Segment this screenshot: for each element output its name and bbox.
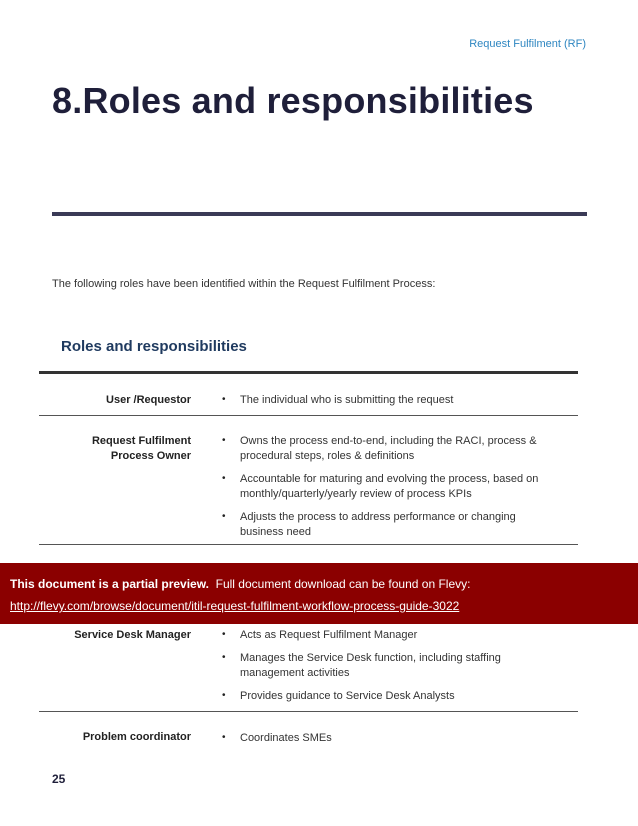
responsibility-line: management activities <box>240 667 350 679</box>
responsibility-item <box>240 510 570 540</box>
role-name-line: Problem coordinator <box>82 731 191 743</box>
table-top-divider <box>39 371 578 374</box>
role-name-line: Process Owner <box>110 450 191 462</box>
document-label: Request Fulfilment (RF) <box>469 38 586 50</box>
responsibility-item <box>240 689 570 704</box>
responsibility-line: Adjusts the process to address performance or changing <box>240 511 516 523</box>
role-name <box>74 628 191 643</box>
role-name-line: User /Requestor <box>106 394 191 406</box>
bullet-icon: • <box>222 394 226 405</box>
preview-banner-message: Full document download can be found on Flevy: <box>215 577 471 591</box>
row-divider <box>39 711 578 712</box>
role-name-line: Request Fulfilment <box>91 435 191 447</box>
title-number: 8. <box>52 80 83 121</box>
bullet-icon: • <box>222 690 226 701</box>
title-text: Roles and responsibilities <box>82 80 534 121</box>
responsibility-item <box>240 434 570 464</box>
section-heading: Roles and responsibilities <box>61 338 247 355</box>
row-divider <box>39 544 578 545</box>
responsibility-line: The individual who is submitting the request <box>240 394 454 406</box>
responsibility-item <box>240 393 570 408</box>
bullet-icon: • <box>222 511 226 522</box>
responsibility-line: Provides guidance to Service Desk Analysts <box>240 690 455 702</box>
bullet-icon: • <box>222 435 226 446</box>
preview-banner <box>0 563 638 624</box>
preview-download-link[interactable]: http://flevy.com/browse/document/itil-request-fulfilment-workflow-process-guide-3022 <box>10 599 460 613</box>
responsibility-line: Owns the process end-to-end, including the RACI, process & <box>240 435 537 447</box>
responsibility-line: business need <box>240 526 311 538</box>
responsibility-line: procedural steps, roles & definitions <box>240 450 415 462</box>
role-name <box>83 730 191 745</box>
responsibility-line: Manages the Service Desk function, including staffing <box>240 652 501 664</box>
role-name <box>106 393 191 408</box>
role-name-line: Service Desk Manager <box>74 629 191 641</box>
responsibility-item <box>240 731 570 746</box>
title-divider <box>52 212 587 216</box>
responsibility-item <box>240 651 570 681</box>
responsibility-line: monthly/quarterly/yearly review of process KPIs <box>240 488 472 500</box>
responsibility-item <box>240 628 570 643</box>
responsibility-line: Accountable for maturing and evolving the process, based on <box>240 473 539 485</box>
responsibility-item <box>240 472 570 502</box>
responsibility-line: Acts as Request Fulfilment Manager <box>240 629 418 641</box>
intro-text: The following roles have been identified within the Request Fulfilment Process: <box>52 278 436 290</box>
bullet-icon: • <box>222 652 226 663</box>
page-number: 25 <box>52 772 66 786</box>
bullet-icon: • <box>222 629 226 640</box>
preview-banner-bold: This document is a partial preview. <box>10 577 209 591</box>
bullet-icon: • <box>222 473 226 484</box>
page-title <box>52 80 534 122</box>
preview-banner-text <box>10 577 470 591</box>
responsibility-line: Coordinates SMEs <box>240 732 332 744</box>
role-name <box>92 434 191 464</box>
row-divider <box>39 415 578 416</box>
bullet-icon: • <box>222 732 226 743</box>
